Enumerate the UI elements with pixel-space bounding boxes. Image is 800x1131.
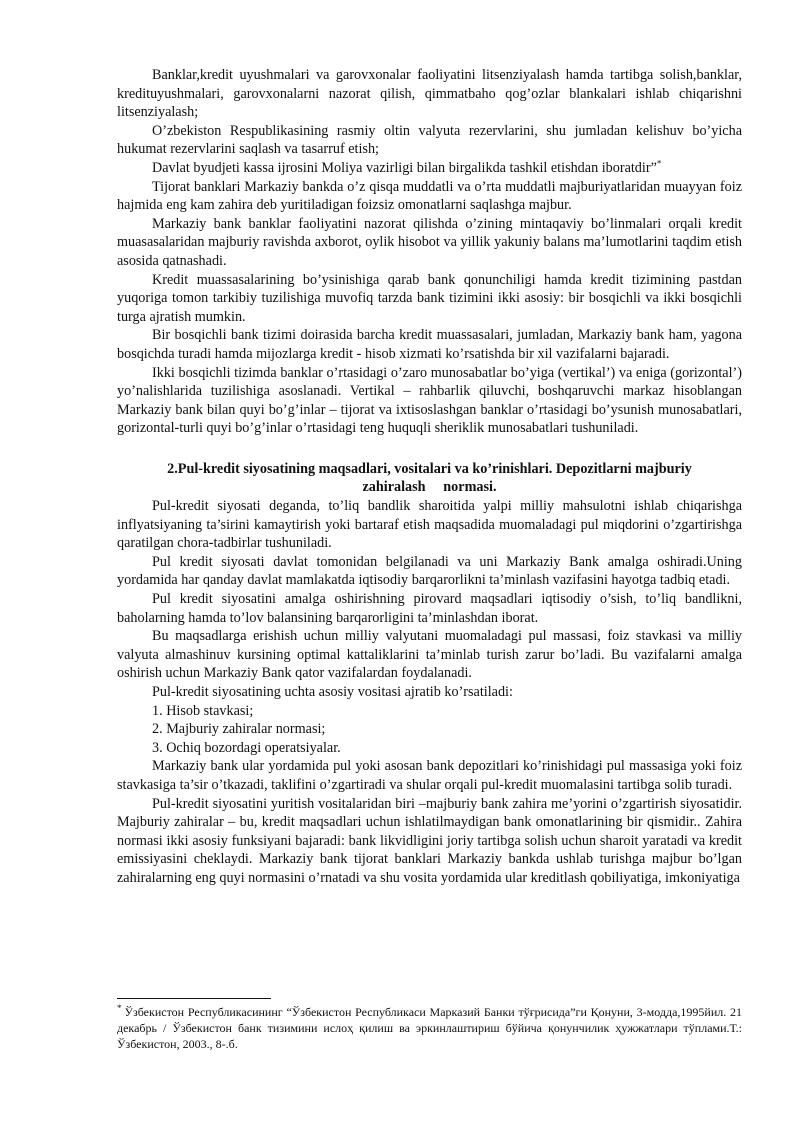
paragraph: Banklar,kredit uyushmalari va garovxonalar faoliyatini litsenziyalash hamda tartibga solish,banklar, kredituyushmalari, garovxonalarni nazorat qilish, qimmatbaho qog’ozlar blankalari ishlab chiqarishni litsenziyalash;	[117, 67, 742, 121]
paragraph-text: Davlat byudjeti kassa ijrosini Moliya vazirligi bilan birgalikda tashkil etishdan iboratdir”	[152, 159, 657, 176]
list-item: 3. Ochiq bozordagi operatsiyalar.	[152, 739, 341, 756]
paragraph: Tijorat banklari Markaziy bankda o’z qisqa muddatli va o’rta muddatli majburiyatlaridan muayyan foiz hajmida eng kam zahira deb yuritiladigan foizsiz omonatlarni saqlashga majbur.	[117, 178, 742, 214]
document-page	[117, 66, 771, 888]
footnote-mark: *	[117, 1003, 125, 1013]
paragraph: O’zbekiston Respublikasining rasmiy oltin valyuta rezervlarini, shu jumladan kelishuv bo’yicha hukumat rezervlarini saqlash va tasarruf etish;	[117, 122, 742, 158]
paragraph: Pul-kredit siyosati deganda, to’liq bandlik sharoitida yalpi milliy mahsulotni ishlab chiqarishga inflyatsiyaning ta’sirini kamaytirish yoki bartaraf etish maqsadida muomaladagi pul miqdorini o’zgartirishga qaratilgan chora-tadbirlar tushuniladi.	[117, 498, 742, 552]
paragraph: Markaziy bank banklar faoliyatini nazorat qilishda o’zining mintaqaviy bo’linmalari orqali kredit muasasalaridan majburiy ravishda axborot, oylik hisobot va yillik yakuniy balans ma’lumotlarini taqdim etish asosida qatnashadi.	[117, 215, 742, 269]
section-heading-line: zahiralash normasi.	[362, 479, 497, 496]
paragraph: Markaziy bank ular yordamida pul yoki asosan bank depozitlari ko’rinishidagi pul massasiga yoki foiz stavkasiga ta’sir o’tkazadi, taklifini o’zgartiradi va shular orqali pul-kredit muomalasini tartibga solib turadi.	[117, 758, 742, 793]
paragraph: Pul kredit siyosatini amalga oshirishning pirovard maqsadlari iqtisodiy o’sish, to’liq bandlikni, baholarning hamda to’lov balansining barqarorligini ta’minlashdan iborat.	[117, 591, 742, 626]
footnote-reference: *	[656, 158, 662, 169]
footnote-text: Ўзбекистон Республикасининг “Ўзбекистон Республикаси Марказий Банки тўғрисида”ги Қонуни, 3-модда,1995йил. 21 декабрь / Ўзбекистон банк тизимини ислоҳ қилиш ва эркинлаштириш бўйича қонунчилик ҳужжатлари тўплами.Т.: Ўзбекистон, 2003., 8-.б.	[117, 1005, 743, 1051]
list-item: 2. Majburiy zahiralar normasi;	[152, 721, 326, 738]
paragraph: Pul-kredit siyosatini yuritish vositalaridan biri –majburiy bank zahira me’yorini o’zgartirish siyosatidir. Majburiy zahiralar – bu, kredit maqsadlari uchun ishlatilmaydigan bank omonatlarining bir qismidir.. Zahira normasi ikki asosiy funksiyani bajaradi: bank likvidligini joriy tartibga solish uchun sharoit yaratadi va kredit emissiyasini cheklaydi. Markaziy bank tijorat banklari Markaziy bankda ushlab turishga majbur bo’lgan zahiralarning eng quyi normasini o’rnatadi va shu vosita yordamida ular kreditlash qobiliyatiga, imkoniyatiga	[117, 795, 771, 886]
section-heading-line: 2.Pul-kredit siyosatining maqsadlari, vositalari va ko’rinishlari. Depozitlarni majburiy	[167, 460, 692, 477]
paragraph: Pul kredit siyosati davlat tomonidan belgilanadi va uni Markaziy Bank amalga oshiradi.Uning yordamida har qanday davlat mamlakatda iqtisodiy barqarorlikni ta’minlash vazifasini hayotga tadbiq etadi.	[117, 553, 742, 589]
footnote-separator	[117, 998, 271, 999]
footnote	[117, 1004, 742, 1052]
paragraph: Ikki bosqichli tizimda banklar o’rtasidagi o’zaro munosabatlar bo’yiga (vertikal’) va eniga (gorizontal’) yo’nalishlarida tuzilishiga asoslanadi. Vertikal – rahbarlik qiluvchi, boshqaruvchi markaz hisoblangan Markaziy bank bilan quyi bo’g’inlar – tijorat va ixtisoslashgan banklar o’rtasidagi bo’ysunish munosabatlari, gorizontal-turli quyi bo’g’inlar o’rtasidagi teng huquqli sheriklik munosabatlari tushuniladi.	[117, 364, 742, 437]
paragraph: Kredit muassasalarining bo’ysinishiga qarab bank qonunchiligi hamda kredit tizimining pastdan yuqoriga tomon tarkibiy tuzilishiga muvofiq tarzda bank tizimini ikki asosiy: bir bosqichli va ikki bosqichli turga ajratish mumkin.	[117, 271, 742, 325]
paragraph: Bir bosqichli bank tizimi doirasida barcha kredit muassasalari, jumladan, Markaziy bank ham, yagona bosqichda turadi hamda mijozlarga kredit - hisob xizmati ko’rsatishda bir xil vazifalarni bajaradi.	[117, 327, 742, 362]
paragraph: Pul-kredit siyosatining uchta asosiy vositasi ajratib ko’rsatiladi:	[152, 684, 513, 700]
list-item: 1. Hisob stavkasi;	[152, 702, 254, 719]
paragraph: Bu maqsadlarga erishish uchun milliy valyutani muomaladagi pul massasi, foiz stavkasi va milliy valyuta almashinuv kursining optimal kattaliklarini ta’minlab turish zarur bo’ladi. Bu vazifalarni amalga oshirish uchun Markaziy Bank qator vazifalardan foydalanadi.	[117, 628, 742, 682]
section-heading	[117, 460, 742, 497]
paragraph	[117, 159, 742, 178]
